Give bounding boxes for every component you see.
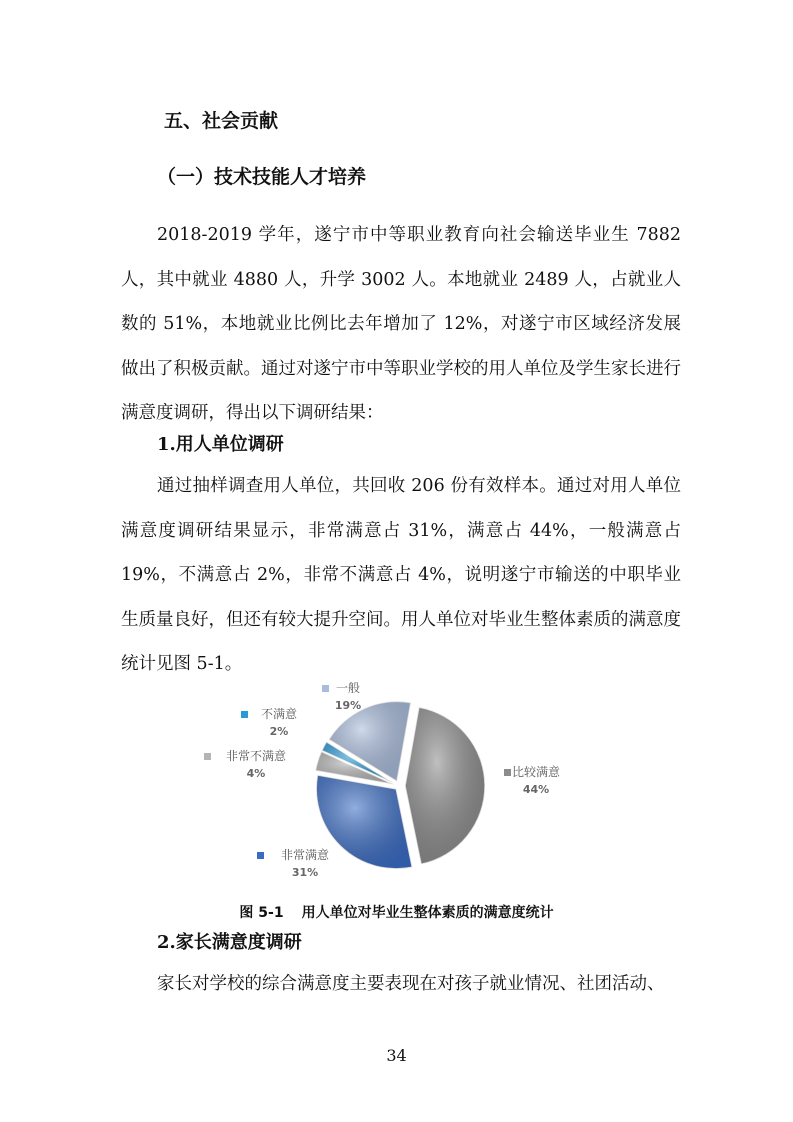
legend-marker-4 xyxy=(322,685,329,692)
parent-survey-heading: 2.家长满意度调研 xyxy=(157,932,302,953)
slice-label-1: 非常满意 xyxy=(280,848,330,862)
slice-value-label-4: 19% xyxy=(334,699,362,712)
slice-label-4: 一般 xyxy=(335,681,361,695)
figure-caption xyxy=(0,902,793,922)
legend-marker-3 xyxy=(241,711,248,718)
pie-slice-shade-0 xyxy=(405,707,485,864)
employer-survey-heading: 1.用人单位调研 xyxy=(157,434,284,455)
slice-value-label-3: 2% xyxy=(269,725,289,738)
satisfaction-pie-chart xyxy=(180,672,620,894)
slice-label-3: 不满意 xyxy=(260,707,298,721)
section-heading: 五、社会贡献 xyxy=(164,110,279,132)
subsection-heading: （一）技术技能人才培养 xyxy=(157,166,367,188)
slice-value-label-1: 31% xyxy=(291,866,319,879)
page-number: 34 xyxy=(386,1046,407,1065)
employer-survey-paragraph: 通过抽样调查用人单位，共回收 206 份有效样本。通过对用人单位满意度调研结果显示，非常满意占 31%，满意占 44%，一般满意占 19%，不满意占 2%，非常不满意占 4%，说明遂宁市输送的中职毕业生质量良好，但还有较大提升空间。用人单位对毕业生整体素质的满意度统计见图 5-1。 xyxy=(121,476,681,674)
legend-marker-2 xyxy=(204,753,211,760)
slice-value-label-0: 44% xyxy=(522,783,550,796)
pie-slice-shade-1 xyxy=(316,775,412,869)
legend-marker-1 xyxy=(257,852,264,859)
slice-value-label-2: 4% xyxy=(246,767,266,780)
intro-paragraph: 2018-2019 学年，遂宁市中等职业教育向社会输送毕业生 7882 人，其中就业 4880 人，升学 3002 人。本地就业 2489 人，占就业人数的 51%，本地就业比例比去年增加了 12%，对遂宁市区域经济发展做出了积极贡献。通过对遂宁市中等职业学校的用人单位及学生家长进行满意度调研，得出以下调研结果： xyxy=(121,225,681,423)
slice-label-0: 比较满意 xyxy=(511,765,561,779)
slice-label-2: 非常不满意 xyxy=(225,749,287,763)
legend-marker-0 xyxy=(504,769,511,776)
figure-title: 用人单位对毕业生整体素质的满意度统计 xyxy=(301,905,554,921)
parent-survey-paragraph: 家长对学校的综合满意度主要表现在对孩子就业情况、社团活动、 xyxy=(157,974,665,994)
figure-number: 图 5-1 xyxy=(239,905,284,921)
